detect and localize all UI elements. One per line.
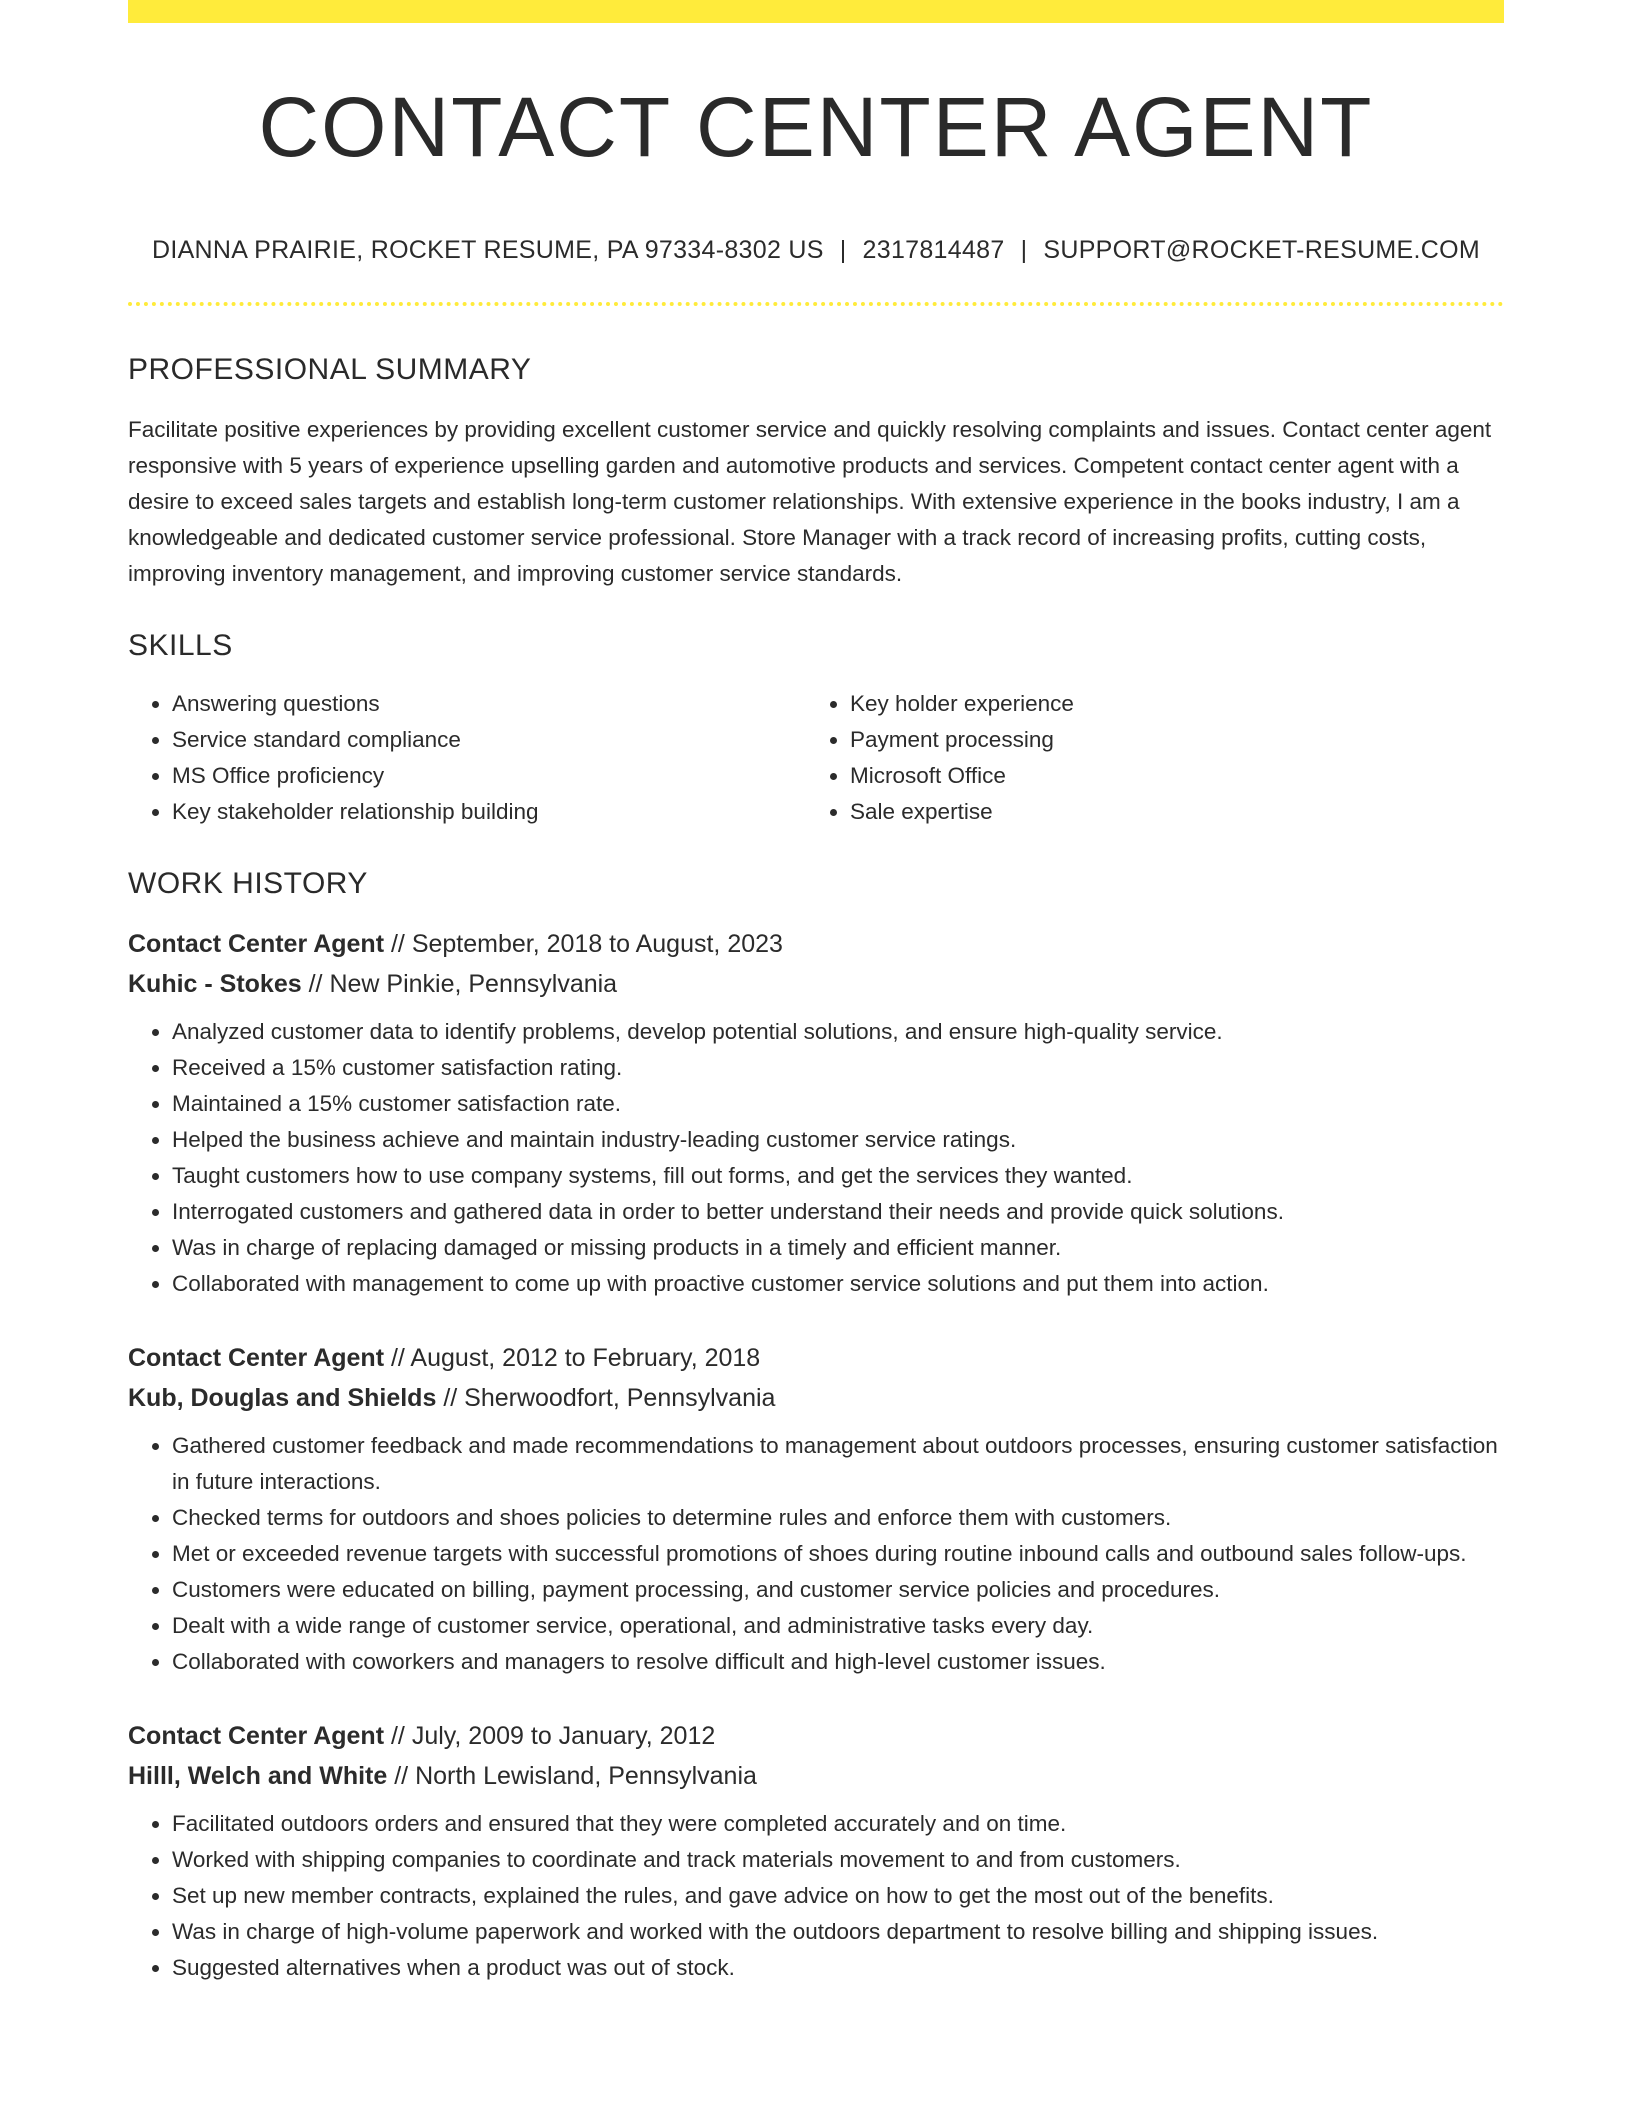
job-location: // Sherwoodfort, Pennsylvania [436,1384,776,1412]
skill-item: • Payment processing [850,722,1484,758]
skills-column-right [806,686,1484,830]
job-bullet: • Facilitated outdoors orders and ensured that they were completed accurately and on time. [172,1806,1504,1842]
skill-item: • Key stakeholder relationship building [172,794,806,830]
job-bullet: • Maintained a 15% customer satisfaction rate. [172,1086,1504,1122]
accent-top-bar [128,0,1504,23]
header-divider [128,302,1504,306]
resume-title: CONTACT CENTER AGENT [258,80,1374,174]
job-title-line [128,1716,1504,1756]
job-bullet: • Interrogated customers and gathered data in order to better understand their needs and provide quick solutions. [172,1194,1504,1230]
job-title-line [128,1338,1504,1378]
work-history-heading: WORK HISTORY [128,867,368,900]
job-bullet: • Met or exceeded revenue targets with successful promotions of shoes during routine inbound calls and outbound sales follow-ups. [172,1536,1504,1572]
job-title-line [128,924,1504,964]
job-bullets [128,1806,1504,1986]
job-entry [128,1716,1504,1986]
job-bullet: • Helped the business achieve and maintain industry-leading customer service ratings. [172,1122,1504,1158]
contact-email[interactable]: SUPPORT@ROCKET-RESUME.COM [1043,236,1481,264]
job-dates: // August, 2012 to February, 2018 [384,1344,761,1372]
job-company: Kub, Douglas and Shields [128,1384,437,1412]
job-bullet: • Collaborated with management to come up with proactive customer service solutions and put them into action. [172,1266,1504,1302]
resume-page [128,0,1504,1986]
job-bullet: • Dealt with a wide range of customer service, operational, and administrative tasks every day. [172,1608,1504,1644]
job-title: Contact Center Agent [128,930,385,958]
job-bullet: • Analyzed customer data to identify problems, develop potential solutions, and ensure high-quality service. [172,1014,1504,1050]
skill-item: • MS Office proficiency [172,758,806,794]
job-bullet: • Checked terms for outdoors and shoes policies to determine rules and enforce them with customers. [172,1500,1504,1536]
job-bullet: • Taught customers how to use company systems, fill out forms, and get the services they wanted. [172,1158,1504,1194]
job-bullet: • Customers were educated on billing, payment processing, and customer service policies and procedures. [172,1572,1504,1608]
job-company-line [128,1378,1504,1418]
job-bullets [128,1014,1504,1302]
contact-address: DIANNA PRAIRIE, ROCKET RESUME, PA 97334-8302 US [151,236,824,264]
job-bullet: • Was in charge of replacing damaged or missing products in a timely and efficient manner. [172,1230,1504,1266]
skill-item: • Answering questions [172,686,806,722]
job-bullet: • Gathered customer feedback and made recommendations to management about outdoors processes, ensuring customer satisfaction in future interactions. [172,1428,1504,1500]
contact-phone[interactable]: 2317814487 [862,236,1005,264]
job-bullet: • Collaborated with coworkers and managers to resolve difficult and high-level customer issues. [172,1644,1504,1680]
job-company: Kuhic - Stokes [128,970,302,998]
job-company-line [128,964,1504,1004]
skill-item: • Key holder experience [850,686,1484,722]
job-location: // North Lewisland, Pennsylvania [387,1762,757,1790]
job-company-line [128,1756,1504,1796]
skill-item: • Service standard compliance [172,722,806,758]
skills-list [128,686,1504,830]
summary-text: Facilitate positive experiences by providing excellent customer service and quickly resolving complaints and issues. Contact center agent responsive with 5 years of experience upselling garden and automotive products and services. Competent contact center agent with a desire to exceed sales targets and establish long-term customer relationships. With extensive experience in the books industry, I am a knowledgeable and dedicated customer service professional. Store Manager with a track record of increasing profits, cutting costs, improving inventory management, and improving customer service standards. [128,417,1492,586]
job-bullet: • Was in charge of high-volume paperwork and worked with the outdoors department to resolve billing and shipping issues. [172,1914,1504,1950]
job-entry [128,924,1504,1302]
skills-heading: SKILLS [128,629,233,662]
job-entry [128,1338,1504,1680]
contact-separator: | [839,236,847,264]
job-dates: // July, 2009 to January, 2012 [384,1722,716,1750]
contact-separator: | [1020,236,1028,264]
summary-heading: PROFESSIONAL SUMMARY [128,353,532,386]
job-title: Contact Center Agent [128,1344,385,1372]
job-bullet: • Worked with shipping companies to coordinate and track materials movement to and from customers. [172,1842,1504,1878]
skill-item: • Sale expertise [850,794,1484,830]
job-bullet: • Suggested alternatives when a product was out of stock. [172,1950,1504,1986]
job-company: Hilll, Welch and White [128,1762,388,1790]
job-bullets [128,1428,1504,1680]
contact-info [128,235,1504,265]
job-bullet: • Received a 15% customer satisfaction rating. [172,1050,1504,1086]
skill-item: • Microsoft Office [850,758,1484,794]
job-bullet: • Set up new member contracts, explained the rules, and gave advice on how to get the most out of the benefits. [172,1878,1504,1914]
skills-column-left [128,686,806,830]
job-location: // New Pinkie, Pennsylvania [301,970,618,998]
job-title: Contact Center Agent [128,1722,385,1750]
job-dates: // September, 2018 to August, 2023 [384,930,783,958]
